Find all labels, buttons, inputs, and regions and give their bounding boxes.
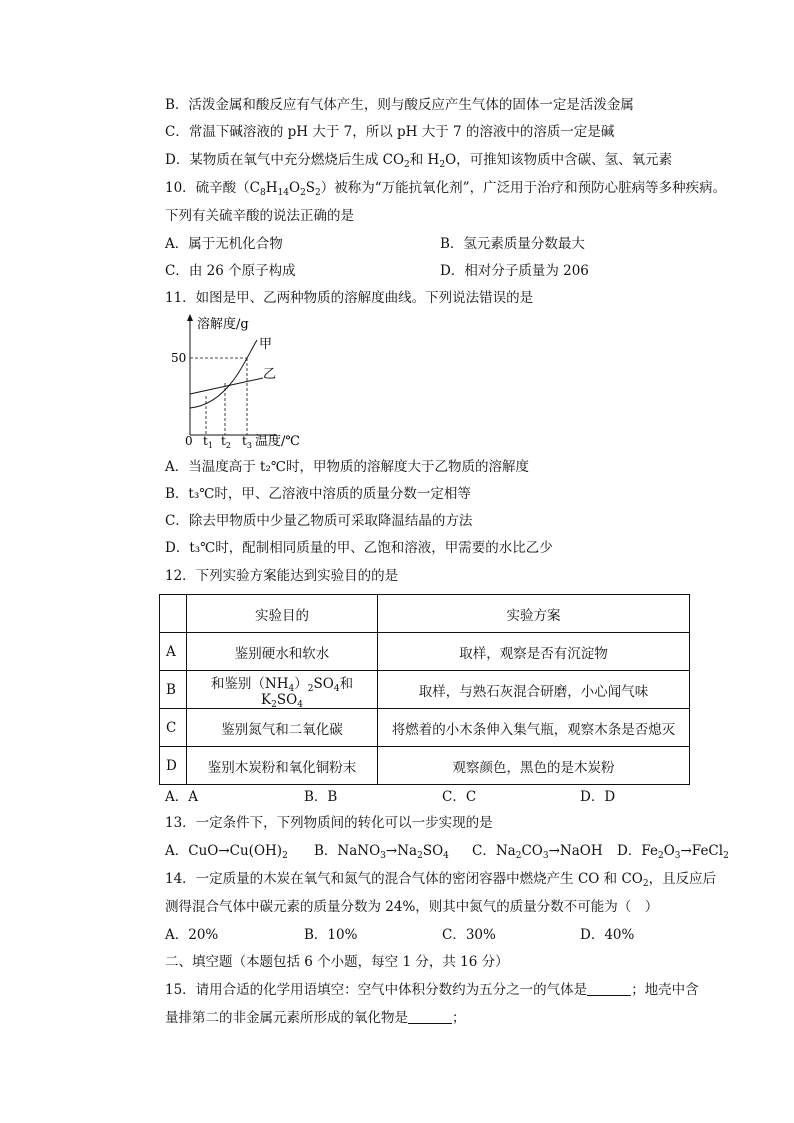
q13-option-d: D．$Fe_2O_3\to FeCl_2$ xyxy=(617,843,729,861)
table-header-row xyxy=(160,595,690,633)
x-tick-t2: $t_2$ xyxy=(221,434,231,450)
q11-stem: 11．如图是甲、乙两种物质的溶解度曲线。下列说法错误的是 xyxy=(165,290,534,306)
label-yi: 乙 xyxy=(263,367,277,382)
q10-option-b: B．氢元素质量分数最大 xyxy=(440,236,585,252)
q14-stem: 14．一定质量的木炭在氧气和氮气的混合气体的密闭容器中燃烧产生 CO 和 $CO_2$，且反应后 xyxy=(165,871,717,889)
row-plan: 观察颜色，黑色的是木炭粉 xyxy=(378,747,690,785)
q11-option-b: B．t₃℃时，甲、乙溶液中溶质的质量分数一定相等 xyxy=(165,486,471,502)
row-goal: 鉴别硬水和软水 xyxy=(187,633,378,671)
q10-stem-line2: 下列有关硫辛酸的说法正确的是 xyxy=(165,208,354,224)
answer-blank[interactable] xyxy=(408,1011,452,1024)
q14-option-b: B．10% xyxy=(304,927,358,943)
q14-option-a: A．20% xyxy=(165,927,219,943)
section-title: 二、填空题（本题包括 6 个小题，每空 1 分，共 16 分） xyxy=(165,954,509,970)
q14-stem-line2: 测得混合气体中碳元素的质量分数为 24%，则其中氮气的质量分数不可能为（ ） xyxy=(165,899,659,915)
q11-option-a: A．当温度高于 t₂℃时，甲物质的溶解度大于乙物质的溶解度 xyxy=(165,459,529,475)
q10-option-d: D．相对分子质量为 206 xyxy=(440,263,589,279)
curve-yi xyxy=(190,378,263,394)
experiment-table xyxy=(159,594,690,785)
row-key: B xyxy=(160,671,187,709)
origin-label: 0 xyxy=(185,434,193,448)
q13-option-a: A．$CuO\to Cu(OH)_2$ xyxy=(165,843,288,861)
header-goal: 实验目的 xyxy=(187,595,378,633)
q14-option-d: D．40% xyxy=(580,927,635,943)
q13-stem: 13．一定条件下，下列物质间的转化可以一步实现的是 xyxy=(165,815,493,831)
q13-option-c: C．$Na_2CO_3\to NaOH$ xyxy=(472,843,603,861)
q10-option-a: A．属于无机化合物 xyxy=(165,236,283,252)
q13-option-b: B．$NaNO_3\to Na_2SO_4$ xyxy=(314,843,449,861)
q12-stem: 12．下列实验方案能达到实验目的的是 xyxy=(165,568,399,584)
q15-line1: 15．请用合适的化学用语填空：空气中体积分数约为五分之一的气体是 ；地壳中含 xyxy=(165,982,699,998)
row-key: D xyxy=(160,747,187,785)
label-jia: 甲 xyxy=(259,337,273,352)
x-tick-t3: $t_3$ xyxy=(242,434,252,450)
y-tick-50: 50 xyxy=(171,351,187,365)
q12-option-b: B．B xyxy=(304,789,338,805)
row-plan: 取样，与熟石灰混合研磨，小心闻气味 xyxy=(378,671,690,709)
table-row xyxy=(160,709,690,747)
q10-option-c: C．由 26 个原子构成 xyxy=(165,263,296,279)
q9-option-d: D．某物质在氧气中充分燃烧后生成 $CO_2$和 $H_2O$，可推知该物质中含碳、氢、氧元素 xyxy=(165,152,673,170)
y-axis-arrow xyxy=(187,314,193,321)
row-plan: 取样，观察是否有沉淀物 xyxy=(378,633,690,671)
row-goal: 和鉴别$(NH_4)_2SO_4$和 $K_2SO_4$ xyxy=(187,671,378,709)
row-goal: 鉴别氮气和二氧化碳 xyxy=(187,709,378,747)
row-plan: 将燃着的小木条伸入集气瓶，观察木条是否熄灭 xyxy=(378,709,690,747)
y-axis-label: 溶解度/g xyxy=(197,317,249,332)
x-axis-label: 温度/℃ xyxy=(255,434,300,449)
table-row xyxy=(160,633,690,671)
q11-option-d: D．t₃℃时，配制相同质量的甲、乙饱和溶液，甲需要的水比乙少 xyxy=(165,540,553,556)
header-plan: 实验方案 xyxy=(378,595,690,633)
table-row xyxy=(160,671,690,709)
row-key: C xyxy=(160,709,187,747)
q12-option-a: A．A xyxy=(165,789,198,805)
answer-blank[interactable] xyxy=(587,983,631,996)
q14-option-c: C．30% xyxy=(442,927,496,943)
header-empty xyxy=(160,595,187,633)
row-goal: 鉴别木炭粉和氧化铜粉末 xyxy=(187,747,378,785)
q12-option-c: C．C xyxy=(442,789,477,805)
x-tick-t1: $t_1$ xyxy=(203,434,213,450)
solubility-curve-figure xyxy=(165,312,315,452)
q9-option-c: C．常温下碱溶液的 pH 大于 7，所以 pH 大于 7 的溶液中的溶质一定是碱 xyxy=(165,124,615,140)
row-key: A xyxy=(160,633,187,671)
q12-option-d: D．D xyxy=(580,789,616,805)
table-row xyxy=(160,747,690,785)
q10-stem: 10．硫辛酸$(C_8H_{14}O_2S_2)$被称为“万能抗氧化剂”，广泛用于治疗和预防心脏病等多种疾病。 xyxy=(165,180,727,198)
q15-line2: 量排第二的非金属元素所形成的氧化物是 ； xyxy=(165,1010,466,1026)
q11-option-c: C．除去甲物质中少量乙物质可采取降温结晶的方法 xyxy=(165,513,473,529)
q9-option-b: B．活泼金属和酸反应有气体产生，则与酸反应产生气体的固体一定是活泼金属 xyxy=(165,97,634,113)
